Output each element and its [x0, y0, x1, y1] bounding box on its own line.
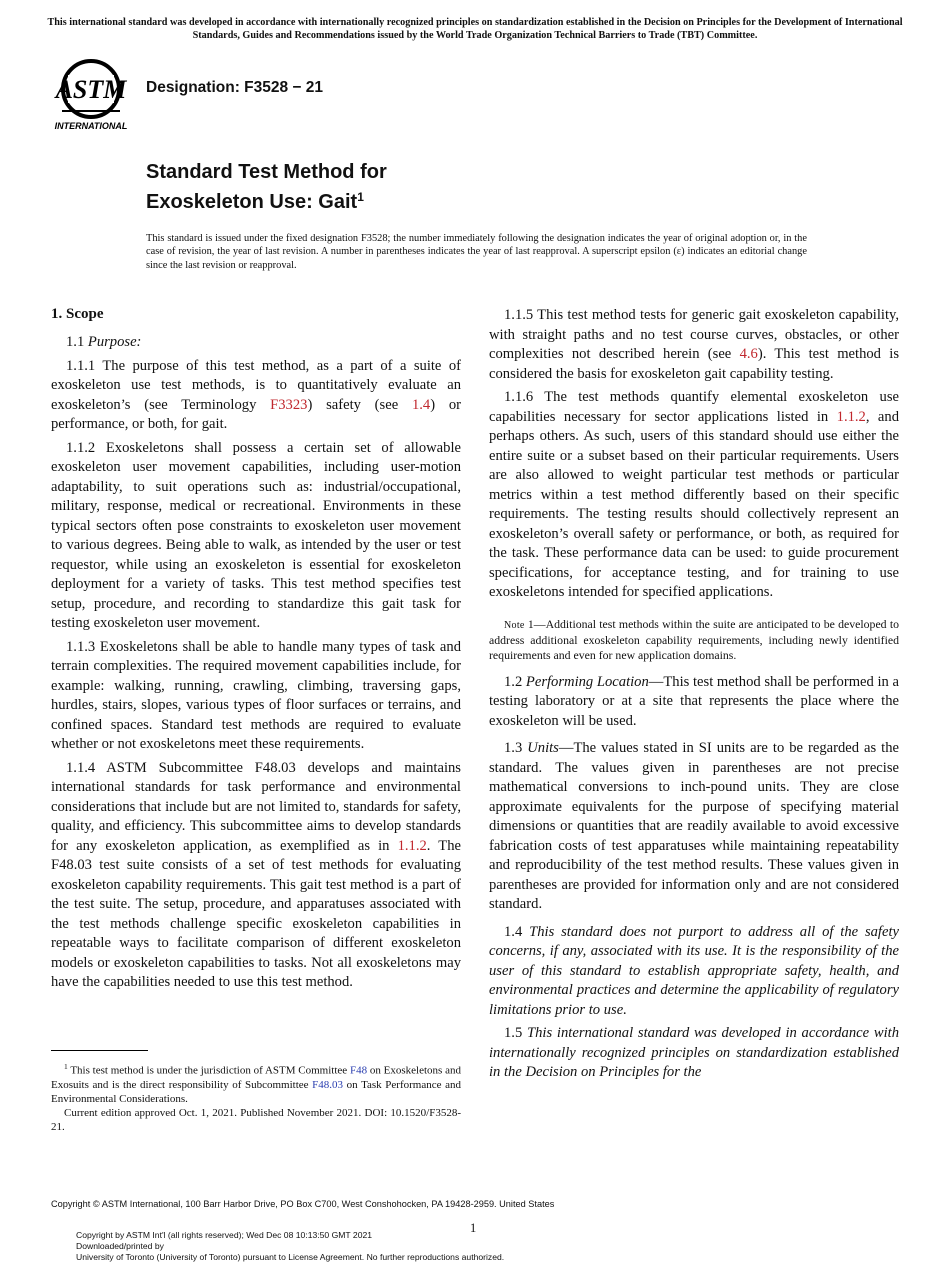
svg-text:INTERNATIONAL: INTERNATIONAL [54, 121, 128, 131]
reference-link-1-1-2[interactable]: 1.1.2 [397, 837, 427, 854]
footnote-link-f48[interactable]: F48 [349, 1064, 368, 1077]
footnote-link-f48-03[interactable]: F48.03 [312, 1078, 344, 1091]
reference-link-4-6[interactable]: 4.6 [739, 346, 758, 362]
top-notice: This international standard was developed in accordance with internationally recognized principles on standardization established in the Decision on Principles for the Development of International Standards, Guides and Recommendations issued by the World Trade Organization Technical Barriers to Trade (TBT) Committee. [47, 17, 903, 41]
left-column [51, 333, 461, 997]
reference-link-f3323[interactable]: F3323 [270, 396, 308, 413]
designation: Designation: F3528 − 21 [146, 79, 324, 96]
astm-international-logo-icon [52, 57, 134, 133]
paragraph-1-1-4: 1.1.4 ASTM Subcommittee F48.03 develops and maintains international standards for task performance and environmental considerations that include but are not limited to, standards for safety, quality, and efficiency. This subcommittee aims to develop standards for any exoskeleton application, as exemplified as in 1.1.2. The F48.03 test suite consists of a set of test methods for evaluating exoskeleton capability requirements. This gait test method is a part of the test suite. The setup, procedure, and apparatuses associated with the test methods challenge specific exoskeleton capabilities in repeatable ways to facilitate comparison of different exoskeleton models or exoskeleton capabilities to tasks. Not all exoskeletons may have the capabilities needed to use this test method. [51, 759, 461, 990]
footnote-divider [51, 1050, 148, 1051]
paragraph-1-5: 1.5 This international standard was developed in accordance with internationally recognized principles on standardization established in the Decision on Principles for the [489, 1025, 900, 1080]
paragraph-1-1-6: 1.1.6 The test methods quantify elemental exoskeleton use capabilities necessary for sector applications listed in 1.1.2, and perhaps others. As such, users of this standard should use either the entire suite or a subset based on their particular requirements. Users are also allowed to weight particular test methods or particular metrics within a test method differently based on their specific requirements. The testing results should collectively represent an exoskeleton’s overall safety or performance, or both, as required for the task. These performance data can be used: to guide procurement specifications, for acceptance testing, and for training to use exoskeletons intended for specified applications. [489, 389, 899, 600]
paragraph-1-1-5: 1.1.5 This test method tests for generic gait exoskeleton capability, with straight paths and no test course curves, obstacles, or other complexities not described herein (see 4.6). This test method is considered the basis for exoskeleton gait capability testing. [489, 307, 899, 382]
license-line-1: Copyright by ASTM Int'l (all rights reserved); Wed Dec 08 10:13:50 GMT 2021 [76, 1230, 373, 1240]
title-line-1: Standard Test Method for [146, 161, 387, 183]
title-line-2: Exoskeleton Use: Gait$^1$ [146, 190, 364, 213]
right-column [489, 306, 899, 1087]
footnote-edition: Current edition approved Oct. 1, 2021. Published November 2021. DOI: 10.1520/F3528-21. [51, 1106, 461, 1133]
note-1: Note 1—Additional test methods within the suite are anticipated to be developed to address additional exoskeleton capability requirements, including newly identified requirements and even for new application domains. [489, 616, 899, 662]
title-footnote-mark: 1 [357, 190, 364, 204]
paragraph-1-1: 1.1 Purpose: [66, 334, 142, 350]
footnote-jurisdiction: $^1$ This test method is under the jurisdiction of ASTM Committee F48 on Exoskeletons and Exosuits and is the direct responsibility of Subcommittee F48.03 on Task Performance and Environmental Considerations. [51, 1062, 462, 1105]
license-line-2: Downloaded/printed by [76, 1241, 164, 1251]
page-title [146, 160, 387, 215]
copyright-line: Copyright © ASTM International, 100 Barr Harbor Drive, PO Box C700, West Conshohocken, PA 19428-2959. United States [51, 1199, 555, 1209]
paragraph-1-1-3: 1.1.3 Exoskeletons shall be able to handle many types of task and terrain complexities. The required movement capabilities include, for example: walking, running, crawling, climbing, traversing gaps, hurdles, stairs, slopes, various types of floor surfaces or terrains, and confined spaces. Standard test methods are required to evaluate whether or not exoskeletons meet these requirements. [51, 638, 461, 752]
standard-abstract: This standard is issued under the fixed designation F3528; the number immediately following the designation indicates the year of original adoption or, in the case of revision, the year of last revision. A number in parentheses indicates the year of last reapproval. A superscript epsilon (ε) indicates an editorial change since the last revision or reapproval. [146, 233, 807, 271]
license-notice [76, 1230, 504, 1263]
paragraph-1-1-1: 1.1.1 The purpose of this test method, as a part of a suite of exoskeleton use test methods, is to quantitatively evaluate an exoskeleton’s (see Terminology F3323) safety (see 1.4) or performance, or both, for gait. [51, 357, 461, 432]
reference-link-1-1-2[interactable]: 1.1.2 [836, 408, 866, 425]
page-number: 1 [470, 1221, 477, 1235]
paragraph-1-3: 1.3 Units—The values stated in SI units are to be regarded as the standard. The values given in parentheses are not precise mathematical conversions to inch-pound units. They are close approximate equivalents for the purpose of specifying material dimensions or quantities that are readily available to avoid excessive fabrication costs of test apparatuses while maintaining repeatability and reproducibility of the test method results. These values given in parentheses are provided for information only and are not considered standard. [489, 740, 899, 912]
paragraph-1-4: 1.4 This standard does not purport to address all of the safety concerns, if any, associated with its use. It is the responsibility of the user of this standard to establish appropriate safety, health, and environmental practices and determine the applicability of regulatory limitations prior to use. [489, 923, 899, 1018]
reference-link-1-4[interactable]: 1.4 [411, 396, 431, 413]
footnote-1 [51, 1060, 461, 1134]
license-line-3: University of Toronto (University of Toronto) pursuant to License Agreement. No further reproductions authorized. [76, 1252, 505, 1262]
svg-text:ASTM: ASTM [55, 75, 127, 104]
paragraph-1-1-2: 1.1.2 Exoskeletons shall possess a certain set of allowable exoskeleton user movement capabilities, including user-motion adaptability, to suit operations such as: industrial/occupational, military, response, medical or recreational. Environments in these typical sectors often pose constraints to exoskeleton user movement to various degrees. Being able to walk, as intended by the user or test requestor, while using an exoskeleton is essential for exoskeleton deployment for a variety of tasks. This test method specifies test setup, procedure, and recording to standardize this gait task for testing exoskeleton user movement. [51, 439, 461, 631]
paragraph-1-2: 1.2 Performing Location—This test method shall be performed in a testing laboratory or at a site that represents the place where the exoskeleton will be used. [489, 673, 899, 729]
section-heading-scope: 1. Scope [51, 306, 104, 322]
